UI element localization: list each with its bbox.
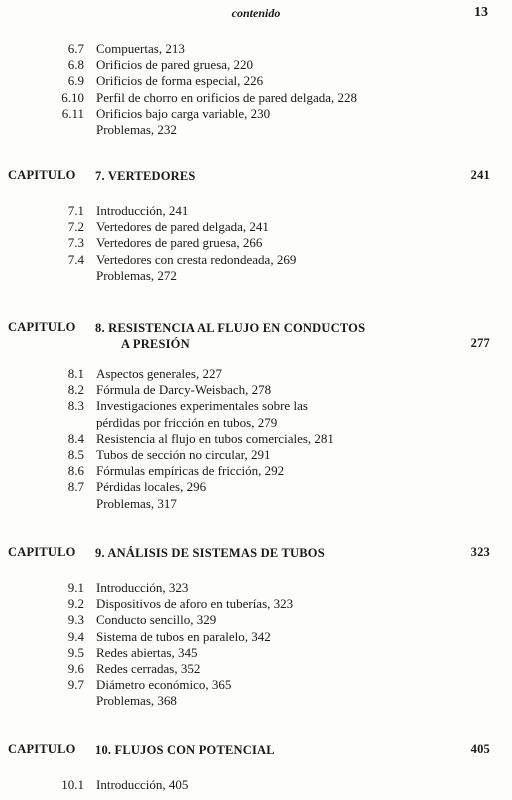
section-number: 9.2 xyxy=(67,596,84,612)
chapter-label: CAPITULO xyxy=(8,168,76,182)
chapter-title-line: 7. VERTEDORES xyxy=(95,169,196,183)
section-number: 9.1 xyxy=(67,580,84,595)
chapter-title-line: A PRESIÓN xyxy=(121,337,190,351)
section-title: pérdidas por fricción en tubos, 279 xyxy=(96,414,278,430)
section-title: Vertedores de pared delgada, 241 xyxy=(96,219,269,235)
chapter-title-line: 10. FLUJOS CON POTENCIAL xyxy=(95,743,275,757)
section-title: Diámetro económico, 365 xyxy=(96,677,232,693)
chapter-title xyxy=(95,742,275,758)
chapter-page-number: 241 xyxy=(470,168,490,182)
section-title: Vertedores con cresta redondeada, 269 xyxy=(96,251,297,267)
section-number: 8.3 xyxy=(67,398,84,414)
section-number: 8.1 xyxy=(67,366,84,381)
section-number: 7.1 xyxy=(67,203,84,218)
page-header xyxy=(0,5,512,23)
section-title: Problemas, 232 xyxy=(96,122,177,137)
section-title: Sistema de tubos en paralelo, 342 xyxy=(96,628,271,644)
chapter-title-line: 8. RESISTENCIA AL FLUJO EN CONDUCTOS xyxy=(95,321,366,335)
section-number: 6.10 xyxy=(61,89,84,105)
section-number: 6.7 xyxy=(67,41,84,56)
section-number: 7.2 xyxy=(67,219,84,235)
section-number: 8.6 xyxy=(67,463,84,479)
section-title: Redes abiertas, 345 xyxy=(96,644,198,660)
chapter-label: CAPITULO xyxy=(8,742,76,756)
section-title: Orificios de forma especial, 226 xyxy=(96,73,264,89)
section-title: Problemas, 368 xyxy=(96,693,177,709)
section-title: Orificios bajo carga variable, 230 xyxy=(96,105,271,121)
section-number: 8.2 xyxy=(67,382,84,398)
section-title: Compuertas, 213 xyxy=(96,41,185,56)
section-title: Introducción, 241 xyxy=(96,203,189,218)
section-title: Redes cerradas, 352 xyxy=(96,661,201,676)
section-number: 9.3 xyxy=(67,612,84,628)
section-title: Tubos de sección no circular, 291 xyxy=(96,447,271,462)
chapter-page-number: 277 xyxy=(470,336,490,350)
section-title: Vertedores de pared gruesa, 266 xyxy=(96,235,263,251)
section-title: Pérdidas locales, 296 xyxy=(96,479,207,495)
section-title: Dispositivos de aforo en tuberías, 323 xyxy=(96,596,294,612)
section-number: 9.7 xyxy=(67,677,84,693)
section-number: 10.1 xyxy=(61,777,84,792)
section-number: 7.4 xyxy=(67,251,84,267)
chapter-label: CAPITULO xyxy=(8,320,76,334)
section-number: 6.8 xyxy=(67,57,84,73)
section-title: Fórmulas empíricas de fricción, 292 xyxy=(96,463,285,479)
section-title: Problemas, 272 xyxy=(96,267,177,283)
section-number: 9.5 xyxy=(67,644,84,660)
section-title: Resistencia al flujo en tubos comerciales, 281 xyxy=(96,430,334,446)
section-title: Problemas, 317 xyxy=(96,495,177,511)
running-title: contenido xyxy=(231,6,281,20)
page-number: 13 xyxy=(474,5,488,20)
chapter-title xyxy=(95,320,365,352)
section-number: 6.11 xyxy=(61,105,84,121)
section-title: Fórmula de Darcy-Weisbach, 278 xyxy=(96,382,272,398)
chapter-title xyxy=(95,168,196,184)
chapter-label: CAPITULO xyxy=(8,545,76,559)
section-number: 8.5 xyxy=(67,447,84,462)
section-title: Aspectos generales, 227 xyxy=(96,366,222,381)
section-number: 7.3 xyxy=(67,235,84,251)
section-title: Introducción, 405 xyxy=(96,777,189,792)
chapter-title xyxy=(95,545,325,561)
chapter-page-number: 405 xyxy=(470,742,490,756)
section-number: 8.4 xyxy=(67,430,84,446)
section-title: Orificios de pared gruesa, 220 xyxy=(96,57,254,73)
section-number: 6.9 xyxy=(67,73,84,89)
section-title: Introducción, 323 xyxy=(96,580,189,595)
section-number: 8.7 xyxy=(67,479,84,495)
chapter-title-line: 9. ANÁLISIS DE SISTEMAS DE TUBOS xyxy=(95,546,325,560)
section-number: 9.4 xyxy=(67,628,84,644)
section-title: Conducto sencillo, 329 xyxy=(96,612,217,628)
section-title: Perfil de chorro en orificios de pared delgada, 228 xyxy=(96,89,357,105)
section-number: 9.6 xyxy=(67,661,84,676)
chapter-page-number: 323 xyxy=(470,545,490,559)
section-title: Investigaciones experimentales sobre las xyxy=(96,398,308,414)
